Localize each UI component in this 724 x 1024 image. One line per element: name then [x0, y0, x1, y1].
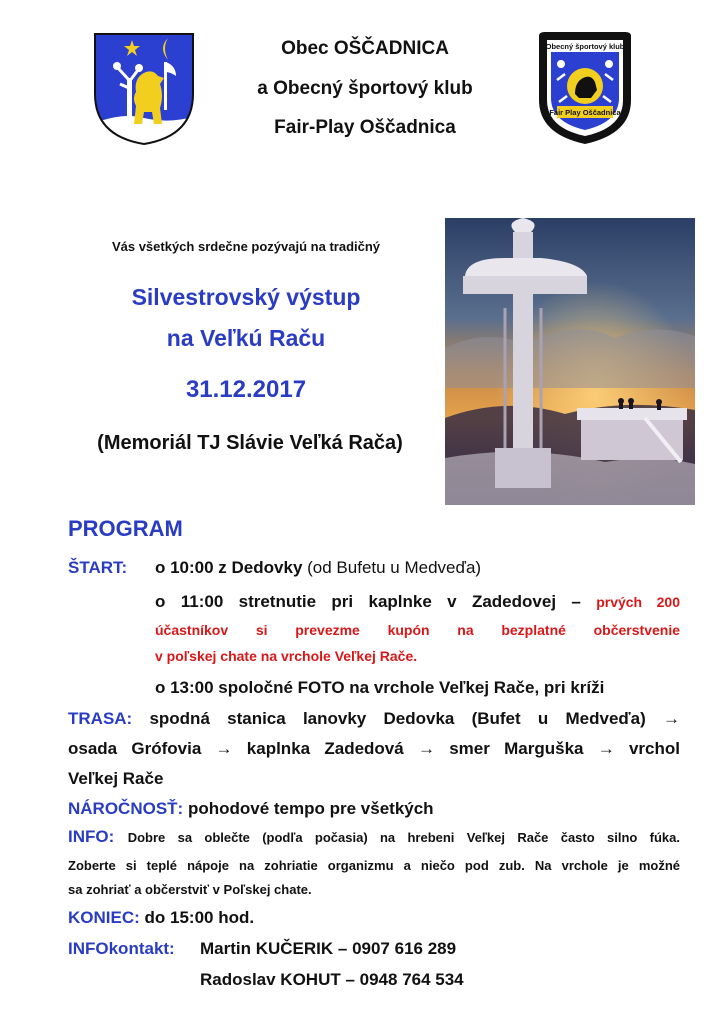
- route-text-1: spodná stanica lanovky Dedovka (Bufet u Medveďa) →: [149, 709, 680, 728]
- contact-2: Radoslav KOHUT – 0948 764 534: [200, 970, 464, 989]
- start-label-text: ŠTART:: [68, 558, 128, 577]
- event-title-line-2: na Veľkú Raču: [166, 325, 326, 351]
- event-memorial: (Memoriál TJ Slávie Veľká Rača): [97, 432, 403, 454]
- end-line: [68, 908, 254, 928]
- photo-line: o 13:00 spoločné FOTO na vrchole Veľkej Rače, pri kríži: [155, 678, 605, 697]
- invitation-text: Vás všetkých srdečne pozývajú na tradičný: [111, 239, 381, 254]
- meeting-voucher-text-3: v poľskej chate na vrchole Veľkej Rače.: [155, 648, 418, 664]
- difficulty-line: [68, 799, 434, 819]
- info-text-3: sa zohriať a občerstviť v Poľskej chate.: [68, 882, 312, 897]
- difficulty-text: pohodové tempo pre všetkých: [187, 799, 434, 818]
- club-logo-top-text: Obecný športový klub: [545, 42, 625, 51]
- info-text-2: Zoberte si teplé nápoje na zohriatie organizmu a niečo pod zub. Na vrchole je možné: [68, 858, 680, 873]
- start-place: (od Bufetu u Medveďa): [307, 558, 482, 577]
- start-line: [155, 558, 481, 578]
- program-heading: PROGRAM: [68, 516, 183, 541]
- sports-club-logo: [535, 30, 635, 146]
- header-line-2: a Obecný športový klub: [257, 78, 473, 99]
- route-label: TRASA:: [68, 709, 133, 728]
- meeting-text: o 11:00 stretnutie pri kaplnke v Zadedovej –: [155, 592, 581, 611]
- end-text: do 15:00 hod.: [144, 908, 255, 927]
- route-line-1: [68, 709, 680, 729]
- header-line-1: Obec OŠČADNICA: [281, 38, 449, 59]
- info-text-1: Dobre sa oblečte (podľa počasia) na hrebeni Veľkej Rače často silno fúka.: [127, 830, 680, 845]
- start-time: o 10:00 z Dedovky: [155, 558, 303, 577]
- end-label: KONIEC:: [68, 908, 140, 927]
- meeting-voucher-text-1: prvých 200: [596, 594, 680, 610]
- contact-label: INFOkontakt:: [68, 939, 175, 958]
- header-line-3: Fair-Play Oščadnica: [274, 117, 456, 138]
- contact-line-1: [68, 939, 175, 959]
- contact-1: Martin KUČERIK – 0907 616 289: [200, 939, 457, 958]
- event-date: 31.12.2017: [185, 376, 307, 403]
- event-title-line-1: Silvestrovský výstup: [131, 284, 361, 310]
- village-coat-of-arms: [92, 32, 196, 146]
- meeting-voucher-text-2: účastníkov si prevezme kupón na bezplatné občerstvenie: [155, 622, 680, 638]
- summit-cross-photo: [445, 218, 695, 505]
- meeting-line-1: [155, 592, 680, 612]
- club-logo-bottom-text: Fair Play Oščadnica: [549, 108, 621, 117]
- route-text-2: osada Grófovia → kaplnka Zadedová → smer Marguška → vrchol: [68, 739, 680, 758]
- info-label: INFO:: [68, 827, 115, 846]
- info-line-1: [68, 827, 680, 847]
- start-label: [68, 558, 127, 578]
- difficulty-label: NÁROČNOSŤ:: [68, 799, 184, 818]
- route-text-3: Veľkej Rače: [68, 769, 164, 788]
